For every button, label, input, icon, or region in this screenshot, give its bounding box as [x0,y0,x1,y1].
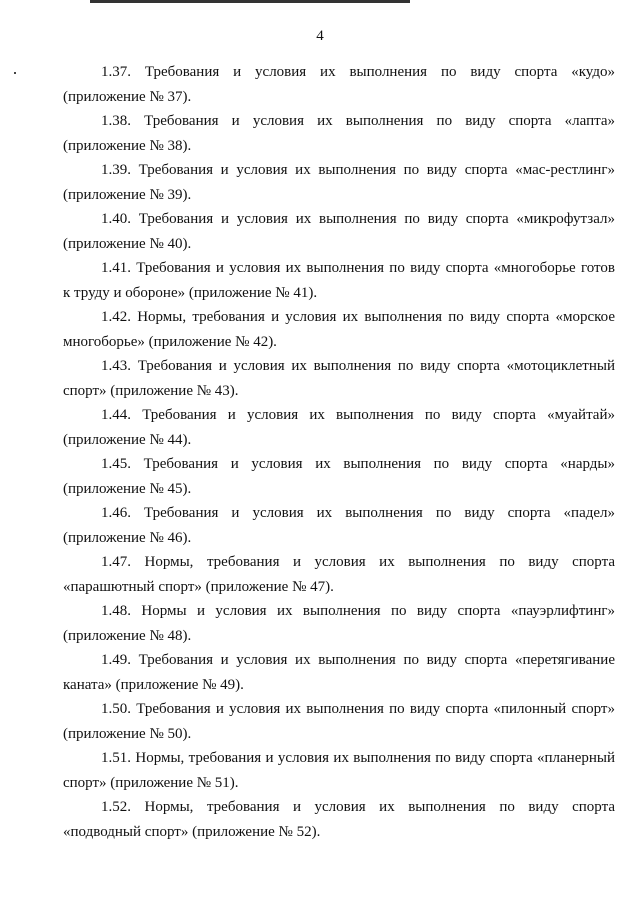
item-line-1: 1.52. Нормы, требования и условия их выполнения по виду спорта [101,799,615,815]
item-line-1: 1.51. Нормы, требования и условия их выполнения по виду спорта «планерный [101,750,615,766]
list-item [63,109,615,158]
item-line-1: 1.50. Требования и условия их выполнения по виду спорта «пилонный спорт» [101,701,615,717]
item-line-2: многоборье» (приложение № 42). [63,333,277,350]
list-item [63,207,615,256]
item-line-2: «подводный спорт» (приложение № 52). [63,823,321,840]
list-item [63,501,615,550]
item-line-1: 1.40. Требования и условия их выполнения по виду спорта «микрофутзал» [101,211,615,227]
item-line-2: спорт» (приложение № 43). [63,382,239,399]
item-line-1: 1.45. Требования и условия их выполнения по виду спорта «нарды» [101,456,615,472]
item-line-1: 1.44. Требования и условия их выполнения по виду спорта «муайтай» [101,407,615,423]
item-line-1: 1.37. Требования и условия их выполнения по виду спорта «кудо» [101,64,615,80]
list-item [63,256,615,305]
list-item [63,697,615,746]
item-line-2: (приложение № 38). [63,137,192,154]
item-line-2: (приложение № 44). [63,431,192,448]
item-line-1: 1.41. Требования и условия их выполнения по виду спорта «многоборье готов [101,260,615,276]
list-item [63,60,615,109]
item-line-1: 1.39. Требования и условия их выполнения по виду спорта «мас-рестлинг» [101,162,615,178]
scan-top-rule [90,0,410,3]
list-item [63,746,615,795]
item-line-1: 1.47. Нормы, требования и условия их выполнения по виду спорта [101,554,615,570]
list-item [63,648,615,697]
item-line-2: к труду и обороне» (приложение № 41). [63,284,318,301]
item-line-1: 1.38. Требования и условия их выполнения по виду спорта «лапта» [101,113,615,129]
item-line-2: каната» (приложение № 49). [63,676,244,693]
item-line-1: 1.48. Нормы и условия их выполнения по виду спорта «пауэрлифтинг» [101,603,615,619]
list-item [63,452,615,501]
list-item [63,403,615,452]
list-item [63,354,615,403]
item-line-2: (приложение № 46). [63,529,192,546]
item-line-1: 1.43. Требования и условия их выполнения по виду спорта «мотоциклетный [101,358,615,374]
scan-speck [14,72,16,74]
list-item [63,550,615,599]
document-body [63,60,615,844]
item-line-2: (приложение № 45). [63,480,192,497]
list-item [63,158,615,207]
item-line-1: 1.49. Требования и условия их выполнения по виду спорта «перетягивание [101,652,615,668]
item-line-2: (приложение № 37). [63,88,192,105]
item-line-2: спорт» (приложение № 51). [63,774,239,791]
item-line-1: 1.42. Нормы, требования и условия их выполнения по виду спорта «морское [101,309,615,325]
item-line-2: (приложение № 40). [63,235,192,252]
list-item [63,305,615,354]
list-item [63,599,615,648]
item-line-1: 1.46. Требования и условия их выполнения по виду спорта «падел» [101,505,615,521]
page-number: 4 [316,28,324,44]
item-line-2: (приложение № 39). [63,186,192,203]
item-line-2: (приложение № 48). [63,627,192,644]
list-item [63,795,615,844]
item-line-2: «парашютный спорт» (приложение № 47). [63,578,334,595]
item-line-2: (приложение № 50). [63,725,192,742]
